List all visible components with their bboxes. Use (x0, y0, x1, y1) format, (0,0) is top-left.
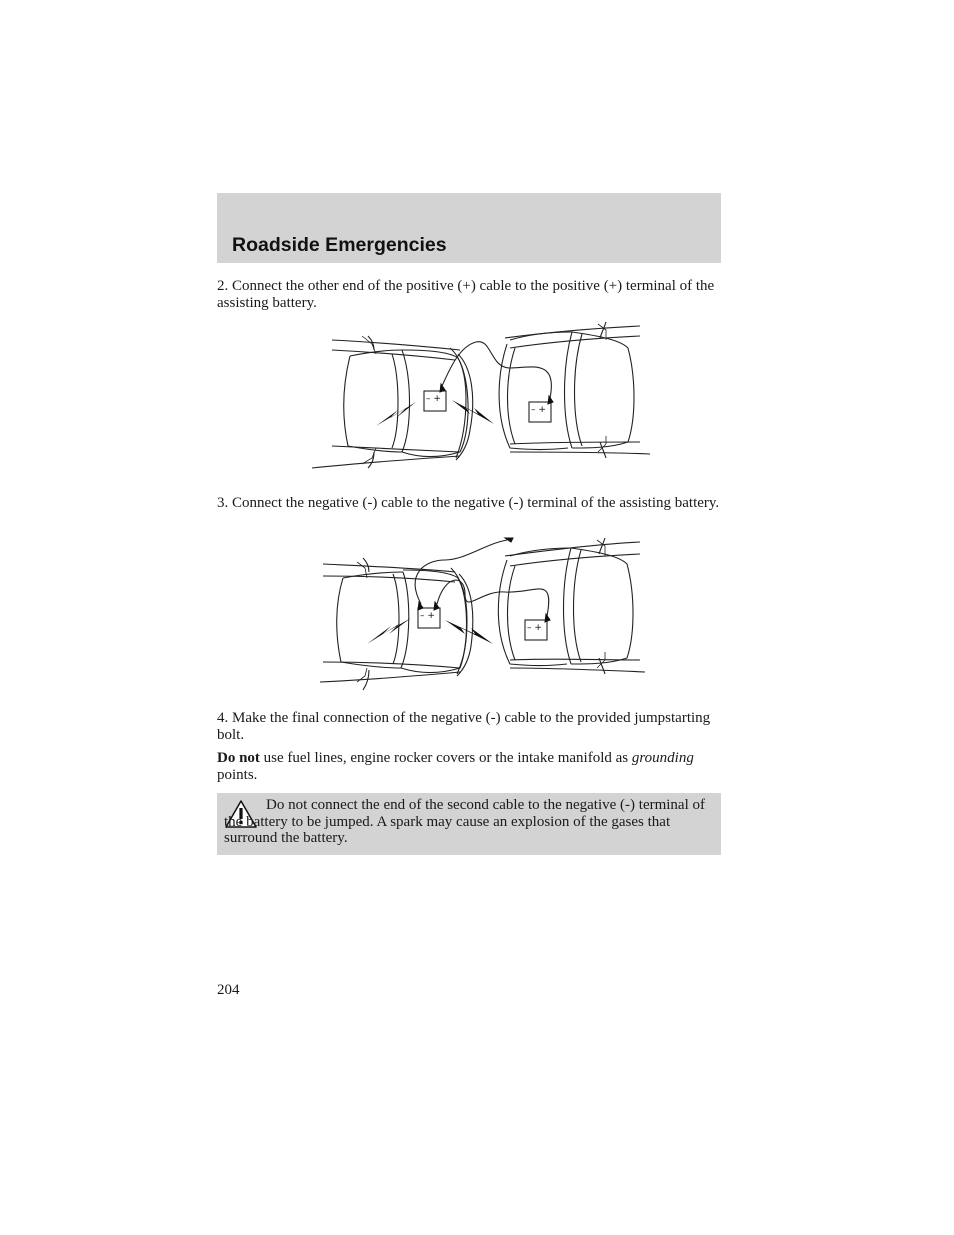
jumpstart-diagram-positive (310, 318, 655, 483)
jumpstart-diagram-negative (315, 534, 650, 694)
assisting-vehicle-drawing (498, 538, 645, 674)
negative-cable (415, 540, 507, 604)
battery-left-label: – + (420, 611, 435, 621)
section-header (217, 193, 721, 263)
step-4-text: 4. Make the final connection of the negative (-) cable to the provided jumpstarting bolt. (217, 710, 711, 743)
disabled-vehicle-drawing (312, 336, 473, 468)
battery-right-label: – + (527, 623, 542, 633)
note-bold-lead: Do not (217, 750, 260, 766)
grounding-note (217, 750, 721, 783)
spark-icon (367, 618, 411, 644)
spark-icon (445, 620, 493, 644)
note-text-before: use fuel lines, engine rocker covers or the intake manifold as (259, 750, 632, 766)
step-2-text: 2. Connect the other end of the positive (+) cable to the positive (+) terminal of the assisting battery. (217, 278, 715, 311)
warning-text: Do not connect the end of the second cable to the negative (-) terminal of the battery to be jumped. A spark may cause an explosion of the gases that surround the battery. (224, 797, 705, 846)
note-italic-word: grounding (631, 750, 694, 766)
battery-left-label: – + (426, 394, 441, 404)
step-3-text: 3. Connect the negative (-) cable to the negative (-) terminal of the assisting battery. (217, 495, 720, 511)
note-text-after: points. (217, 766, 258, 783)
page-number: 204 (217, 982, 240, 998)
positive-cable (437, 580, 549, 616)
section-title: Roadside Emergencies (232, 234, 447, 256)
assisting-vehicle-drawing (499, 322, 650, 458)
battery-right-label: – + (531, 405, 546, 415)
warning-box (217, 793, 721, 855)
disabled-vehicle-drawing (320, 558, 473, 690)
